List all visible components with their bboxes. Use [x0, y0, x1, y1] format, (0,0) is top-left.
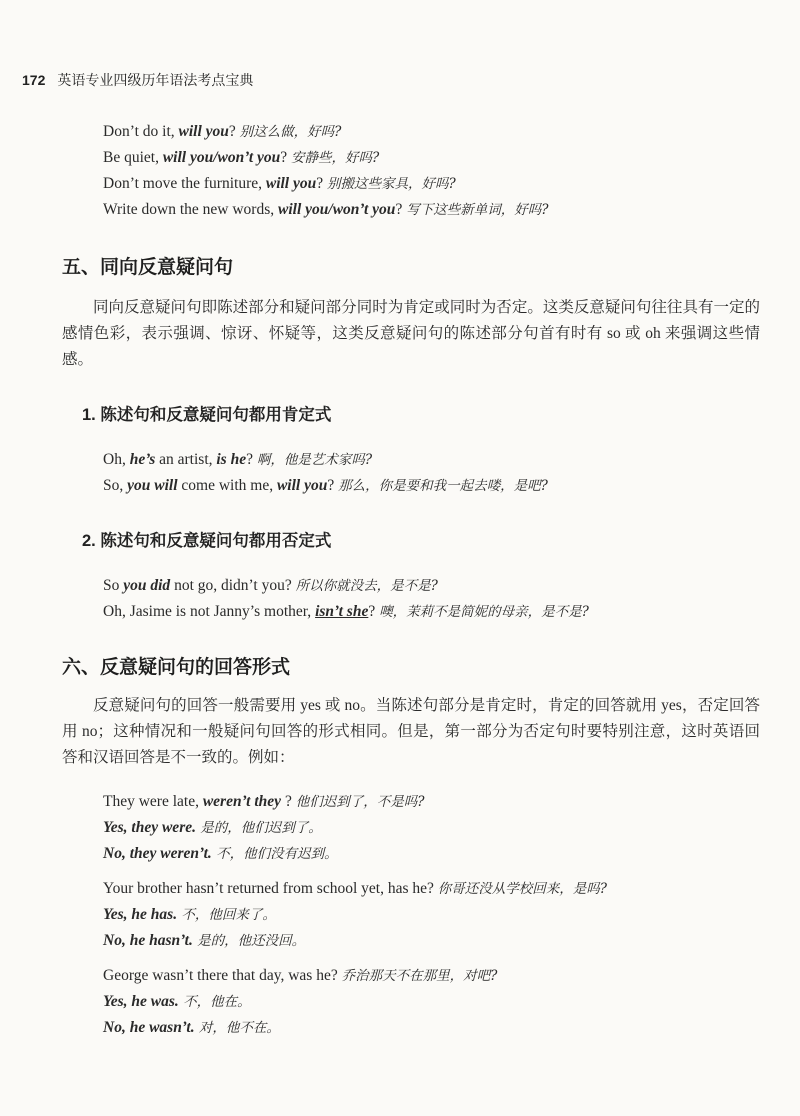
section5-paragraph: 同向反意疑问句即陈述部分和疑问部分同时为肯定或同时为否定。这类反意疑问句往往具有一定的感情色彩，表示强调、惊讶、怀疑等，这类反意疑问句的陈述部分句首有时有 so 或 oh 来强调这些情感。: [62, 299, 760, 368]
section-heading-6: 六、反意疑问句的回答形式: [62, 657, 291, 678]
answer-no: No, he wasn’t. 对，他不在。: [103, 1019, 280, 1036]
page-number: 172: [22, 72, 46, 88]
answer-no: No, he hasn’t. 是的，他还没回。: [103, 932, 306, 949]
page-header: [22, 70, 253, 90]
example-line: So you did not go, didn’t you? 所以你就没去，是不是?: [103, 577, 438, 594]
answer-group-1: [103, 789, 760, 867]
subheading-affirmative: 1. 陈述句和反意疑问句都用肯定式: [82, 406, 332, 424]
example-line: Be quiet, will you/won’t you? 安静些，好吗?: [103, 149, 380, 166]
answer-yes: Yes, he was. 不，他在。: [103, 993, 251, 1010]
example-line: Don’t move the furniture, will you? 别搬这些家具，好吗?: [103, 175, 456, 192]
example-line: Oh, Jasime is not Janny’s mother, isn’t she? 噢，茉莉不是简妮的母亲，是不是?: [103, 603, 589, 620]
section-heading-5: 五、同向反意疑问句: [62, 257, 234, 278]
example-line: Write down the new words, will you/won’t you? 写下这些新单词，好吗?: [103, 201, 549, 218]
example-line: So, you will come with me, will you? 那么，你是要和我一起去喽，是吧?: [103, 477, 548, 494]
section6-paragraph: 反意疑问句的回答一般需要用 yes 或 no。当陈述句部分是肯定时，肯定的回答就用 yes，否定回答用 no；这种情况和一般疑问句回答的形式相同。但是，第一部分为否定句时要特别注意，这时英语回答和汉语回答是不一致的。例如：: [62, 697, 760, 766]
example-line: Oh, he’s an artist, is he? 啊，他是艺术家吗?: [103, 451, 373, 468]
answer-yes: Yes, they were. 是的，他们迟到了。: [103, 819, 322, 836]
question-line: They were late, weren’t they ? 他们迟到了，不是吗?: [103, 793, 425, 810]
answer-no: No, they weren’t. 不，他们没有迟到。: [103, 845, 338, 862]
example-line: Don’t do it, will you? 别这么做，好吗?: [103, 123, 342, 140]
answer-group-3: [103, 963, 760, 1041]
book-title: 英语专业四级历年语法考点宝典: [57, 72, 254, 88]
example-list-affirmative: [103, 447, 760, 499]
example-list-negative: [103, 573, 760, 625]
example-list-top: [103, 119, 760, 223]
answer-group-2: [103, 876, 760, 954]
subheading-negative: 2. 陈述句和反意疑问句都用否定式: [82, 532, 332, 550]
answer-yes: Yes, he has. 不，他回来了。: [103, 906, 276, 923]
question-line: George wasn’t there that day, was he? 乔治那天不在那里，对吧?: [103, 967, 498, 984]
question-line: Your brother hasn’t returned from school yet, has he? 你哥还没从学校回来，是吗?: [103, 880, 608, 897]
